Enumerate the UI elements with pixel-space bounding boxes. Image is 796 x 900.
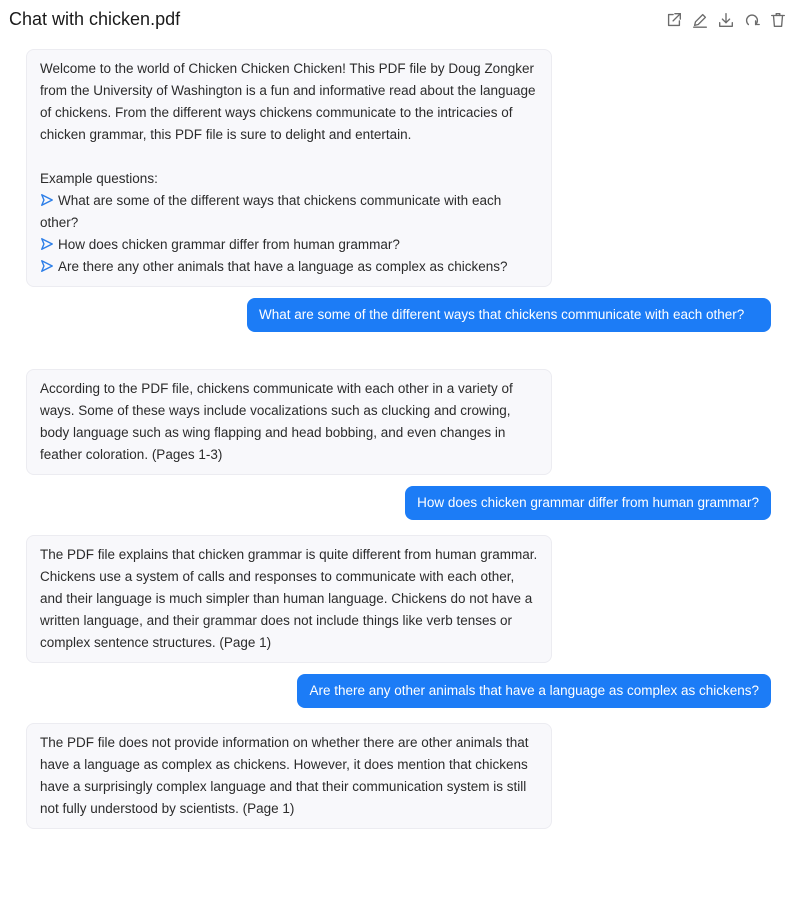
share-icon: [665, 11, 683, 29]
edit-button[interactable]: [690, 10, 710, 30]
refresh-button[interactable]: [742, 10, 762, 30]
message-text: What are some of the different ways that chickens communicate with each other?: [259, 307, 745, 322]
user-message: [297, 674, 771, 708]
example-question[interactable]: What are some of the different ways that chickens communicate with each other?: [40, 193, 502, 230]
example-question[interactable]: How does chicken grammar differ from human grammar?: [40, 234, 539, 256]
bot-message: [26, 535, 552, 663]
chat-header: [0, 0, 796, 42]
message-text: Welcome to the world of Chicken Chicken Chicken! This PDF file by Doug Zongker from the University of Washington is a fun and informative read about the language of chickens. From the different ways chickens communicate to the intricacies of chicken grammar, this PDF file is sure to delight and entertain.: [40, 61, 536, 142]
examples-label: Example questions:: [40, 171, 158, 186]
trash-icon: [769, 11, 787, 29]
send-icon: [40, 237, 54, 251]
refresh-icon: [743, 11, 761, 29]
bot-message: [26, 723, 552, 829]
download-icon: [717, 11, 735, 29]
share-button[interactable]: [664, 10, 684, 30]
download-button[interactable]: [716, 10, 736, 30]
delete-button[interactable]: [768, 10, 788, 30]
page-title: Chat with chicken.pdf: [9, 9, 181, 29]
toolbar: [664, 10, 788, 30]
send-icon: [40, 259, 54, 273]
user-message: [247, 298, 771, 332]
message-text: The PDF file explains that chicken grammar is quite different from human grammar. Chickens use a system of calls and responses to communicate with each other, and their language is much simpler than human language. Chickens do not have a written language, and their grammar does not include things like verb tenses or complex sentence structures. (Page 1): [40, 547, 538, 650]
bot-message: [26, 49, 552, 287]
example-question[interactable]: Are there any other animals that have a language as complex as chickens?: [40, 256, 539, 278]
user-message: [405, 486, 771, 520]
message-text: How does chicken grammar differ from human grammar?: [417, 495, 759, 510]
message-text: The PDF file does not provide information on whether there are other animals that have a language as complex as chickens. However, it does mention that chickens have a surprisingly complex language and that their communication system is still not fully understood by scientists. (Page 1): [40, 735, 529, 816]
send-icon: [40, 193, 54, 207]
message-text: Are there any other animals that have a language as complex as chickens?: [309, 683, 759, 698]
bot-message: [26, 369, 552, 475]
edit-icon: [691, 11, 709, 29]
message-text: According to the PDF file, chickens communicate with each other in a variety of ways. Some of these ways include vocalizations such as clucking and crowing, body language such as wing flapping and head bobbing, and even changes in feather coloration. (Pages 1-3): [40, 381, 513, 462]
